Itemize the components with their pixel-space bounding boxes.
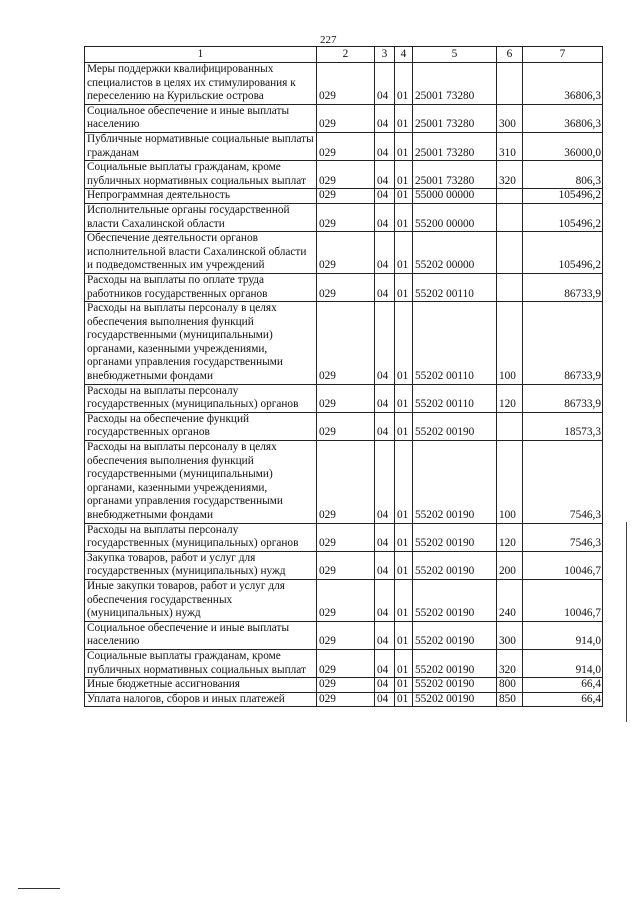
row-target-article: 25001 73280	[413, 161, 497, 189]
table-row	[85, 63, 603, 105]
footer-rule	[18, 888, 60, 889]
row-description: Социальные выплаты гражданам, кроме публичных нормативных социальных выплат	[85, 649, 317, 677]
row-description: Расходы на выплаты персоналу государственных (муниципальных) органов	[85, 523, 317, 551]
row-ministry-code: 029	[317, 579, 375, 621]
row-section-code: 04	[375, 692, 395, 707]
row-amount: 36000,0	[523, 132, 603, 160]
row-description: Исполнительные органы государственной власти Сахалинской области	[85, 203, 317, 231]
row-amount: 18573,3	[523, 412, 603, 440]
row-subsection-code: 01	[395, 384, 413, 412]
row-subsection-code: 01	[395, 203, 413, 231]
row-target-article: 55202 00190	[413, 678, 497, 693]
row-target-article: 55202 00190	[413, 649, 497, 677]
row-expense-type: 100	[497, 302, 523, 385]
table-row	[85, 412, 603, 440]
row-expense-type: 300	[497, 621, 523, 649]
row-amount: 7546,3	[523, 523, 603, 551]
row-amount: 10046,7	[523, 551, 603, 579]
row-description: Меры поддержки квалифицированных специалистов в целях их стимулирования к переселению на Курильские острова	[85, 63, 317, 105]
row-target-article: 55000 00000	[413, 189, 497, 204]
row-expense-type: 120	[497, 384, 523, 412]
row-description: Расходы на выплаты персоналу в целях обеспечения выполнения функций государственными (муниципальными) органами, казенными учреждениями, органами управления государственными внебюджетными фондами	[85, 441, 317, 524]
row-subsection-code: 01	[395, 621, 413, 649]
column-header: 3	[375, 47, 395, 63]
row-ministry-code: 029	[317, 189, 375, 204]
table-row	[85, 302, 603, 385]
row-target-article: 55202 00190	[413, 412, 497, 440]
row-ministry-code: 029	[317, 621, 375, 649]
row-amount: 806,3	[523, 161, 603, 189]
row-section-code: 04	[375, 189, 395, 204]
row-amount: 36806,3	[523, 63, 603, 105]
row-description: Социальные выплаты гражданам, кроме публичных нормативных социальных выплат	[85, 161, 317, 189]
row-ministry-code: 029	[317, 132, 375, 160]
row-subsection-code: 01	[395, 63, 413, 105]
table-row	[85, 551, 603, 579]
column-header: 7	[523, 47, 603, 63]
row-expense-type: 800	[497, 678, 523, 693]
row-expense-type: 120	[497, 523, 523, 551]
row-expense-type: 240	[497, 579, 523, 621]
row-ministry-code: 029	[317, 302, 375, 385]
table-row	[85, 132, 603, 160]
row-expense-type	[497, 232, 523, 274]
row-section-code: 04	[375, 232, 395, 274]
row-ministry-code: 029	[317, 273, 375, 301]
row-target-article: 55202 00190	[413, 441, 497, 524]
row-target-article: 55202 00190	[413, 621, 497, 649]
row-section-code: 04	[375, 523, 395, 551]
row-amount: 66,4	[523, 692, 603, 707]
table-row	[85, 523, 603, 551]
row-ministry-code: 029	[317, 551, 375, 579]
row-expense-type: 310	[497, 132, 523, 160]
row-section-code: 04	[375, 384, 395, 412]
row-subsection-code: 01	[395, 551, 413, 579]
row-section-code: 04	[375, 132, 395, 160]
row-section-code: 04	[375, 678, 395, 693]
row-expense-type	[497, 203, 523, 231]
row-subsection-code: 01	[395, 161, 413, 189]
row-section-code: 04	[375, 649, 395, 677]
row-subsection-code: 01	[395, 132, 413, 160]
header-row	[85, 47, 603, 63]
page-number: 227	[320, 34, 337, 46]
table-row	[85, 678, 603, 693]
row-subsection-code: 01	[395, 692, 413, 707]
budget-table	[84, 46, 603, 707]
row-target-article: 55202 00190	[413, 551, 497, 579]
row-subsection-code: 01	[395, 189, 413, 204]
row-subsection-code: 01	[395, 302, 413, 385]
table-row	[85, 104, 603, 132]
column-header: 5	[413, 47, 497, 63]
table-row	[85, 203, 603, 231]
row-section-code: 04	[375, 104, 395, 132]
row-target-article: 25001 73280	[413, 104, 497, 132]
row-amount: 86733,9	[523, 384, 603, 412]
row-amount: 66,4	[523, 678, 603, 693]
row-expense-type: 320	[497, 649, 523, 677]
row-description: Иные закупки товаров, работ и услуг для обеспечения государственных (муниципальных) нужд	[85, 579, 317, 621]
row-ministry-code: 029	[317, 649, 375, 677]
row-target-article: 55202 00190	[413, 692, 497, 707]
row-description: Публичные нормативные социальные выплаты гражданам	[85, 132, 317, 160]
row-amount: 36806,3	[523, 104, 603, 132]
table-row	[85, 441, 603, 524]
row-target-article: 55202 00190	[413, 579, 497, 621]
row-expense-type	[497, 63, 523, 105]
row-amount: 105496,2	[523, 189, 603, 204]
row-amount: 86733,9	[523, 273, 603, 301]
row-target-article: 25001 73280	[413, 132, 497, 160]
table-row	[85, 579, 603, 621]
row-target-article: 55202 00000	[413, 232, 497, 274]
column-header: 1	[85, 47, 317, 63]
row-section-code: 04	[375, 203, 395, 231]
row-expense-type	[497, 189, 523, 204]
row-section-code: 04	[375, 551, 395, 579]
row-subsection-code: 01	[395, 523, 413, 551]
table-row	[85, 189, 603, 204]
row-ministry-code: 029	[317, 104, 375, 132]
row-expense-type: 300	[497, 104, 523, 132]
row-subsection-code: 01	[395, 104, 413, 132]
table-row	[85, 384, 603, 412]
row-section-code: 04	[375, 621, 395, 649]
row-description: Непрограммная деятельность	[85, 189, 317, 204]
table-body	[85, 63, 603, 707]
row-description: Закупка товаров, работ и услуг для государственных (муниципальных) нужд	[85, 551, 317, 579]
row-amount: 105496,2	[523, 203, 603, 231]
row-ministry-code: 029	[317, 161, 375, 189]
row-expense-type: 850	[497, 692, 523, 707]
row-ministry-code: 029	[317, 678, 375, 693]
row-ministry-code: 029	[317, 441, 375, 524]
row-target-article: 55202 00110	[413, 273, 497, 301]
row-ministry-code: 029	[317, 412, 375, 440]
column-header: 6	[497, 47, 523, 63]
row-ministry-code: 029	[317, 384, 375, 412]
row-subsection-code: 01	[395, 649, 413, 677]
row-section-code: 04	[375, 302, 395, 385]
table-row	[85, 161, 603, 189]
row-expense-type	[497, 273, 523, 301]
row-target-article: 55202 00190	[413, 523, 497, 551]
row-section-code: 04	[375, 412, 395, 440]
row-section-code: 04	[375, 161, 395, 189]
row-target-article: 55202 00110	[413, 384, 497, 412]
row-amount: 914,0	[523, 621, 603, 649]
row-description: Расходы на выплаты персоналу в целях обеспечения выполнения функций государственными (муниципальными) органами, казенными учреждениями, органами управления государственными внебюджетными фондами	[85, 302, 317, 385]
row-subsection-code: 01	[395, 678, 413, 693]
column-header: 2	[317, 47, 375, 63]
row-description: Социальное обеспечение и иные выплаты населению	[85, 104, 317, 132]
column-header: 4	[395, 47, 413, 63]
table-row	[85, 232, 603, 274]
margin-rule	[626, 522, 627, 722]
row-ministry-code: 029	[317, 203, 375, 231]
row-amount: 10046,7	[523, 579, 603, 621]
row-expense-type	[497, 412, 523, 440]
row-target-article: 55202 00110	[413, 302, 497, 385]
row-section-code: 04	[375, 273, 395, 301]
table-row	[85, 273, 603, 301]
table-row	[85, 649, 603, 677]
table-row	[85, 621, 603, 649]
row-description: Социальное обеспечение и иные выплаты населению	[85, 621, 317, 649]
row-subsection-code: 01	[395, 579, 413, 621]
row-section-code: 04	[375, 579, 395, 621]
table-row	[85, 692, 603, 707]
row-description: Обеспечение деятельности органов исполнительной власти Сахалинской области и подведомственных им учреждений	[85, 232, 317, 274]
row-subsection-code: 01	[395, 232, 413, 274]
row-amount: 914,0	[523, 649, 603, 677]
row-amount: 86733,9	[523, 302, 603, 385]
row-ministry-code: 029	[317, 232, 375, 274]
row-description: Расходы на выплаты по оплате труда работников государственных органов	[85, 273, 317, 301]
row-subsection-code: 01	[395, 273, 413, 301]
row-description: Расходы на выплаты персоналу государственных (муниципальных) органов	[85, 384, 317, 412]
row-description: Уплата налогов, сборов и иных платежей	[85, 692, 317, 707]
row-target-article: 25001 73280	[413, 63, 497, 105]
row-ministry-code: 029	[317, 692, 375, 707]
row-ministry-code: 029	[317, 63, 375, 105]
row-expense-type: 320	[497, 161, 523, 189]
row-ministry-code: 029	[317, 523, 375, 551]
row-section-code: 04	[375, 441, 395, 524]
row-amount: 105496,2	[523, 232, 603, 274]
row-section-code: 04	[375, 63, 395, 105]
row-description: Расходы на обеспечение функций государственных органов	[85, 412, 317, 440]
row-subsection-code: 01	[395, 441, 413, 524]
row-expense-type: 200	[497, 551, 523, 579]
row-amount: 7546,3	[523, 441, 603, 524]
row-subsection-code: 01	[395, 412, 413, 440]
row-expense-type: 100	[497, 441, 523, 524]
row-target-article: 55200 00000	[413, 203, 497, 231]
row-description: Иные бюджетные ассигнования	[85, 678, 317, 693]
